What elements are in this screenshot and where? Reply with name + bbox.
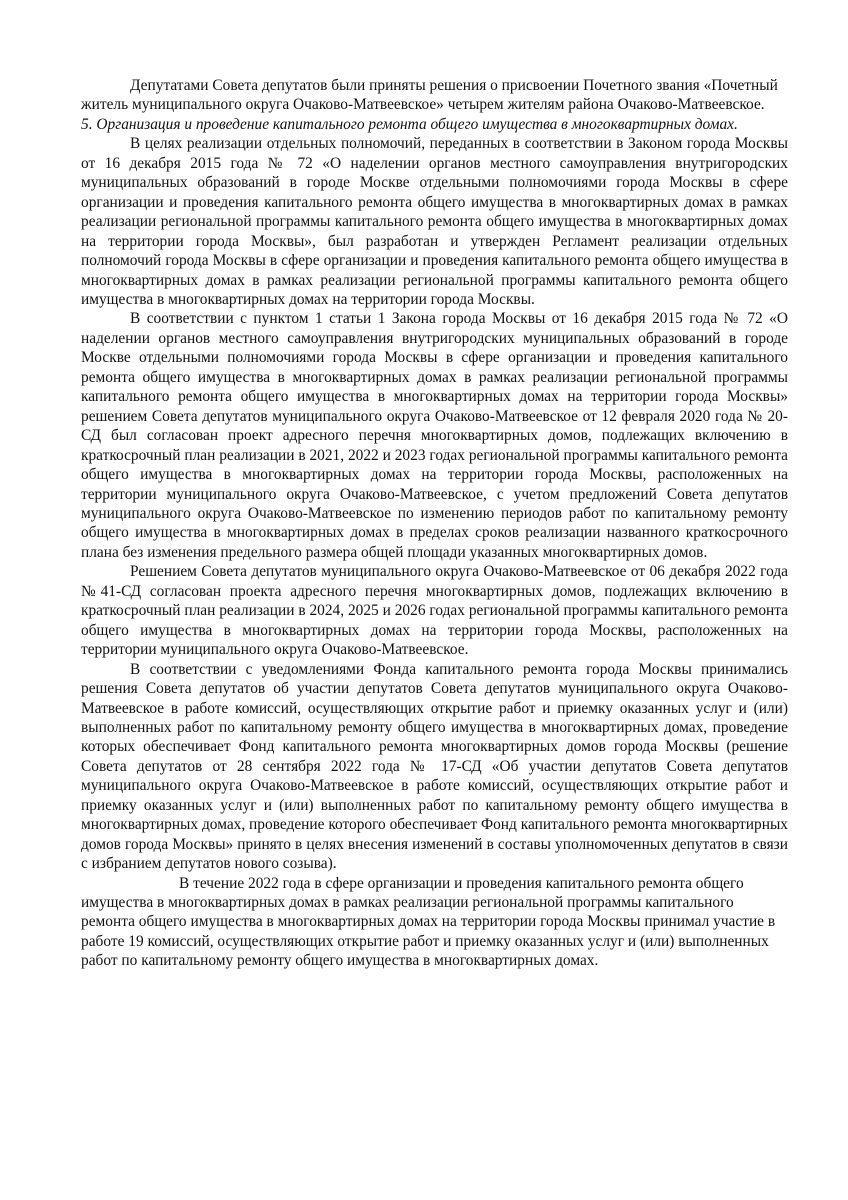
- paragraph-regulation: В целях реализации отдельных полномочий, переданных в соответствии в Законом города Москвы от 16 декабря 2015 года № 72 «О наделении органов местного самоуправления внутригородских муниципальных образований в городе Москве отдельными полномочиями города Москвы в сфере организации и проведения капитального ремонта общего имущества в многоквартирных домах в рамках реализации региональной программы капитального ремонта общего имущества в многоквартирных домах на территории города Москвы», был разработан и утвержден Регламент реализации отдельных полномочий города Москвы в сфере организации и проведения капитального ремонта общего имущества в многоквартирных домах в рамках реализации региональной программы капитального ремонта общего имущества в многоквартирных домах на территории города Москвы.: [81, 135, 788, 308]
- paragraph-address-list-2020: В соответствии с пунктом 1 статьи 1 Закона города Москвы от 16 декабря 2015 года № 72 «О наделении органов местного самоуправления внутригородских муниципальных образований в городе Москве отдельными полномочиями города Москвы в сфере организации и проведения капитального ремонта общего имущества в многоквартирных домах в рамках реализации региональной программы капитального ремонта общего имущества в многоквартирных домах на территории города Москвы» решением Совета депутатов муниципального округа Очаково-Матвеевское от 12 февраля 2020 года № 20-СД был согласован проект адресного перечня многоквартирных домов, подлежащих включению в краткосрочный план реализации в 2021, 2022 и 2023 годах региональной программы капитального ремонта общего имущества в многоквартирных домах на территории города Москвы, расположенных на территории муниципального округа Очаково-Матвеевское, с учетом предложений Совета депутатов муниципального округа Очаково-Матвеевское по изменению периодов работ по капитальному ремонту общего имущества в многоквартирных домах в пределах сроков реализации названного краткосрочного плана без изменения предельного размера общей площади указанных многоквартирных домов.: [81, 310, 788, 561]
- paragraph-honorary-residents: Депутатами Совета депутатов были приняты решения о присвоении Почетного звания «Почетный житель муниципального округа Очаково-Матвеевское» четырем жителям района Очаково-Матвеевское.: [81, 77, 778, 114]
- paragraph-address-list-2022: Решением Совета депутатов муниципального округа Очаково-Матвеевское от 06 декабря 2022 года №41-СД согласован проекта адресного перечня многоквартирных домов, подлежащих включению в краткосрочный план реализации в 2024, 2025 и 2026 годах региональной программы капитального ремонта общего имущества в многоквартирных домах на территории города Москвы, расположенных на территории муниципального округа Очаково-Матвеевское.: [81, 563, 788, 659]
- section-heading-capital-repair: 5. Организация и проведение капитального ремонта общего имущества в многоквартирных домах.: [81, 115, 738, 133]
- paragraph-commissions-participation: В течение 2022 года в сфере организации и проведения капитального ремонта общего имущества в многоквартирных домах в рамках реализации региональной программы капитального ремонта общего имущества в многоквартирных домах на территории города Москвы принимал участие в работе 19 комиссий, осуществляющих открытие работ и приемку оказанных услуг и (или) выполненных работ по капитальному ремонту общего имущества в многоквартирных домах.: [81, 874, 776, 970]
- paragraph-commissions-decision: В соответствии с уведомлениями Фонда капитального ремонта города Москвы принимались решения Совета депутатов об участии депутатов Совета депутатов муниципального округа Очаково-Матвеевское в работе комиссий, осуществляющих открытие работ и приемку оказанных услуг и (или) выполненных работ по капитальному ремонту общего имущества в многоквартирных домах, проведение которых обеспечивает Фонд капитального ремонта многоквартирных домов города Москвы (решение Совета депутатов от 28 сентября 2022 года № 17-СД «Об участии депутатов Совета депутатов муниципального округа Очаково-Матвеевское в работе комиссий, осуществляющих открытие работ и приемку оказанных услуг и (или) выполненных работ по капитальному ремонту общего имущества в многоквартирных домах, проведение которого обеспечивает Фонд капитального ремонта многоквартирных домов города Москвы» принято в целях внесения изменений в составы уполномоченных депутатов в связи с избранием депутатов нового созыва).: [81, 660, 788, 873]
